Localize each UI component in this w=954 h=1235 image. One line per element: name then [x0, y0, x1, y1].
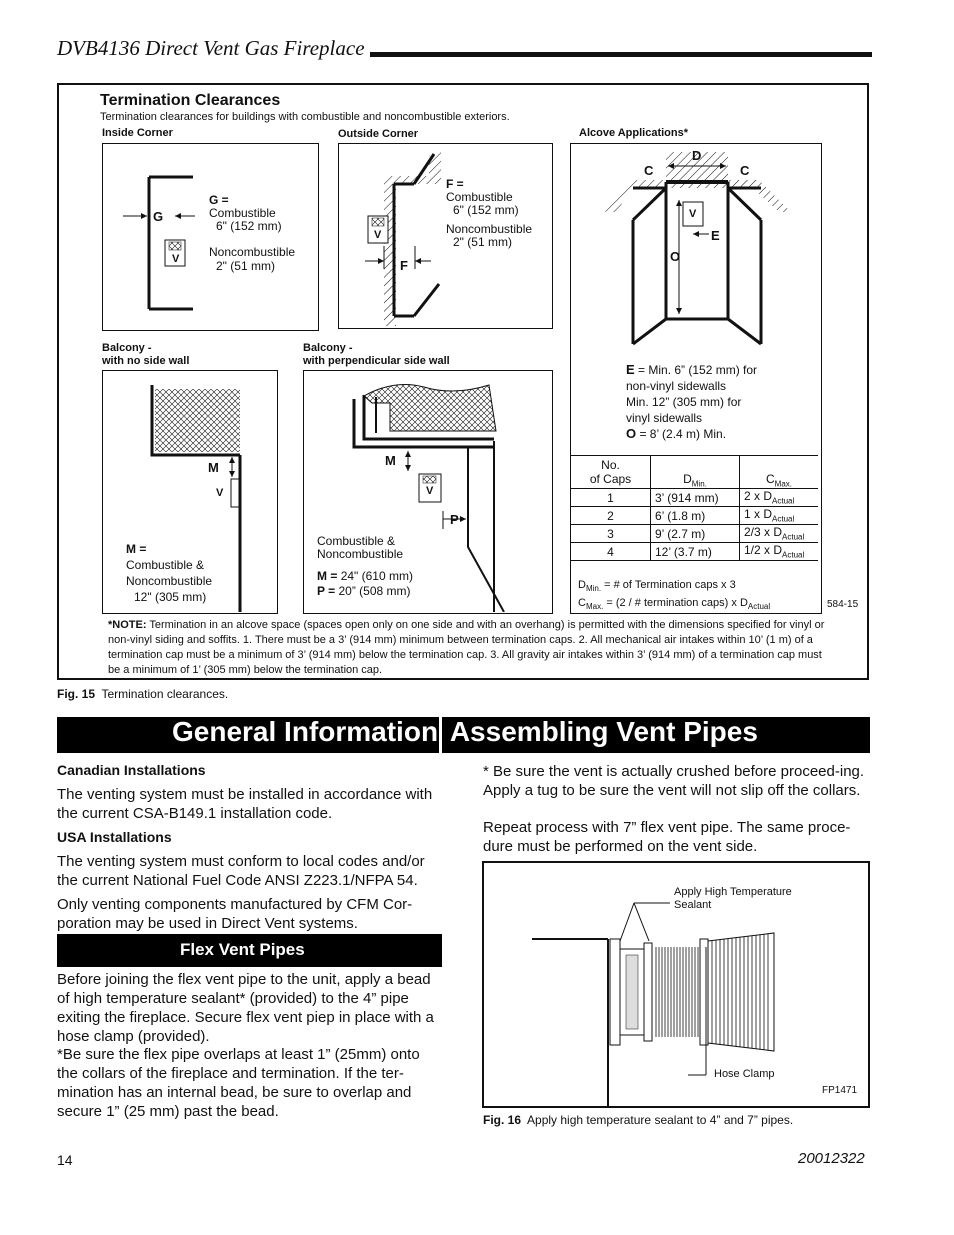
caps-row-c — [740, 543, 819, 561]
outside-corner-text-1: F = — [446, 177, 464, 191]
figure-16-callout-sealant — [674, 886, 792, 912]
caps-row-d: 6’ (1.8 m) — [651, 507, 740, 525]
caps-row-c-text: 1 x D — [744, 507, 773, 522]
heading-usa-installations: USA Installations — [57, 829, 172, 845]
balcony-side-wall-p-value: 20” (508 mm) — [338, 584, 411, 598]
inside-corner-panel — [102, 143, 319, 331]
caps-table-wrap — [571, 455, 818, 561]
caps-header-count — [571, 456, 651, 489]
alcove-e: E — [711, 228, 720, 243]
balcony-no-wall-m: M — [208, 460, 219, 475]
figure-15-subtitle: Termination clearances for buildings with combustible and noncombustible exteriors. — [100, 111, 510, 123]
outside-corner-text-3: 6" (152 mm) — [453, 203, 519, 217]
balcony-no-wall-text — [126, 541, 212, 605]
figure-16-caption-text: Apply high temperature sealant to 4” and 7” pipes. — [527, 1113, 794, 1127]
inside-corner-text-3: 6" (152 mm) — [216, 219, 282, 233]
caps-row-count: 3 — [571, 525, 651, 543]
balcony-no-wall-label-1: Balcony - — [102, 342, 152, 354]
caps-foot1-d: D — [578, 579, 586, 591]
caps-row-count: 2 — [571, 507, 651, 525]
page-number: 14 — [57, 1152, 73, 1168]
balcony-no-wall-v: V — [216, 487, 224, 499]
alcove-e-text-3: Min. 12” (305 mm) for — [626, 395, 742, 409]
alcove-e-text-4: vinyl sidewalls — [626, 411, 703, 425]
balcony-no-wall-label-2: with no side wall — [102, 355, 190, 367]
caps-row-c — [740, 525, 819, 543]
paragraph-flex-overlap: *Be sure the flex pipe overlaps at least 1” (25mm) onto the collars of the fireplace and termination. If the ter-mination has an internal bead, be sure to overlap and secure 1” (25 mm) past the bead. — [57, 1046, 420, 1120]
caps-row-c-text: 1/2 x D — [744, 543, 783, 558]
outside-corner-label: Outside Corner — [338, 128, 419, 140]
heading-canadian-installations: Canadian Installations — [57, 762, 206, 778]
caps-table-header — [571, 456, 818, 489]
alcove-v: V — [689, 208, 697, 220]
banner-general-information: General Information — [172, 716, 439, 747]
caps-row-c-sub: Actual — [772, 496, 795, 506]
caps-row-d: 3’ (914 mm) — [651, 489, 740, 507]
balcony-side-wall-v: V — [426, 485, 434, 497]
inside-corner-g: G — [153, 209, 164, 224]
balcony-side-wall-p-key: P = — [317, 584, 336, 598]
caps-header-d-text: D — [683, 471, 692, 486]
outside-corner-panel — [338, 143, 553, 329]
figure-16-caption — [483, 1113, 793, 1127]
caps-table-row — [571, 489, 818, 507]
balcony-side-wall-p: P — [450, 512, 459, 527]
figure-16-callout-hose-clamp: Hose Clamp — [714, 1068, 775, 1080]
subheading-flex-vent-pipes: Flex Vent Pipes — [180, 940, 305, 959]
paragraph-flex-joining: Before joining the flex vent pipe to the unit, apply a bead of high temperature sealant* (provided) to the 4” pipe exiting the fireplace. Secure flex vent piep in place with a hose clamp (provided). — [57, 971, 434, 1045]
alcove-e-key: E — [626, 362, 635, 377]
figure-15-caption-text: Termination clearances. — [101, 687, 229, 701]
caps-foot1-sub: Min. — [585, 584, 602, 594]
document-number: 20012322 — [798, 1150, 865, 1167]
paragraph-canadian: The venting system must be installed in accordance with the current CSA-B149.1 installation code. — [57, 786, 433, 822]
caps-header-d-sub: Min. — [691, 479, 707, 488]
caps-table-row — [571, 543, 818, 561]
alcove-e-text-1: = Min. 6” (152 mm) for — [638, 363, 758, 377]
inside-corner-drawing — [103, 144, 317, 329]
caps-foot2-sub: Max. — [585, 602, 604, 612]
figure-15-note — [108, 618, 828, 678]
paragraph-repeat-process: Repeat process with 7” flex vent pipe. The same proce-dure must be performed on the vent side. — [483, 819, 851, 855]
section-banner-title — [172, 716, 758, 748]
paragraph-usa: The venting system must conform to local codes and/or the current National Fuel Code ANSI Z223.1/NFPA 54. — [57, 853, 425, 889]
figure-16-callout-sealant-2: Sealant — [674, 899, 712, 911]
caps-row-c-text: 2/3 x D — [744, 525, 783, 540]
caps-row-c-sub: Actual — [782, 550, 805, 560]
caps-footnotes — [578, 578, 770, 614]
caps-foot2-text: = (2 / # termination caps) x D — [606, 597, 748, 610]
outside-corner-v: V — [374, 229, 382, 241]
figure-15-caption-key: Fig. 15 — [57, 687, 96, 701]
balcony-side-wall-text-1: Combustible & — [317, 534, 396, 548]
balcony-side-wall-text-2: Noncombustible — [317, 547, 404, 561]
alcove-drawing — [571, 144, 820, 359]
caps-foot2-sub2: Actual — [747, 602, 771, 612]
outside-corner-text-5: 2" (51 mm) — [453, 235, 512, 249]
figure-15-code: 584-15 — [827, 599, 859, 610]
figure-16-callout-sealant-1: Apply High Temperature — [674, 886, 792, 898]
paragraph-cfm: Only venting components manufactured by CFM Cor-poration may be used in Direct Vent systems. — [57, 896, 413, 932]
caps-row-c-sub: Actual — [772, 514, 795, 524]
caps-table-row — [571, 507, 818, 525]
outside-corner-text-4: Noncombustible — [446, 222, 533, 236]
inside-corner-v: V — [172, 253, 180, 265]
caps-header-count-1: No. — [601, 458, 620, 472]
balcony-side-wall-m: M — [385, 453, 396, 468]
balcony-side-wall-label-2: with perpendicular side wall — [303, 355, 450, 367]
balcony-side-wall-label — [303, 342, 450, 368]
caps-row-count: 4 — [571, 543, 651, 561]
balcony-side-wall-label-1: Balcony - — [303, 342, 353, 354]
alcove-o-key: O — [626, 426, 637, 441]
outside-corner-f: F — [400, 258, 408, 273]
caps-row-c — [740, 489, 819, 507]
balcony-no-wall-text-2: Combustible & — [126, 558, 205, 572]
document-title: DVB4136 Direct Vent Gas Fireplace — [57, 36, 365, 60]
balcony-no-wall-label — [102, 342, 189, 368]
figure-16-code: FP1471 — [822, 1085, 858, 1096]
alcove-e-definition — [626, 362, 757, 442]
balcony-no-wall-text-1: M = — [126, 542, 147, 556]
figure-15-caption — [57, 687, 228, 701]
alcove-o: O — [670, 249, 681, 264]
alcove-label: Alcove Applications* — [579, 127, 689, 139]
caps-foot1-text: = # of Termination caps x 3 — [604, 579, 736, 591]
caps-row-c-text: 2 x D — [744, 489, 773, 504]
alcove-e-text-2: non-vinyl sidewalls — [626, 379, 727, 393]
caps-header-c — [740, 456, 819, 489]
caps-table-row — [571, 525, 818, 543]
caps-header-c-sub: Max. — [774, 479, 792, 488]
balcony-side-wall-dims — [317, 569, 413, 599]
caps-table — [571, 455, 818, 561]
banner-assembling-vent-pipes: Assembling Vent Pipes — [449, 716, 758, 747]
balcony-side-wall-m-key: M = — [317, 569, 338, 583]
caps-row-count: 1 — [571, 489, 651, 507]
caps-foot2-c: C — [578, 597, 586, 610]
caps-header-d — [651, 456, 740, 489]
inside-corner-text-4: Noncombustible — [209, 245, 296, 259]
balcony-side-wall-m-value: 24" (610 mm) — [340, 569, 413, 583]
balcony-no-wall-text-4: 12" (305 mm) — [134, 590, 207, 604]
inside-corner-label: Inside Corner — [102, 127, 173, 139]
caps-row-d: 12’ (3.7 m) — [651, 543, 740, 561]
caps-header-count-2: of Caps — [589, 472, 632, 486]
caps-row-d: 9’ (2.7 m) — [651, 525, 740, 543]
balcony-side-wall-text — [317, 535, 403, 561]
caps-row-c-sub: Actual — [782, 532, 805, 542]
figure-15-note-key: *NOTE: — [108, 619, 147, 631]
caps-header-c-text: C — [765, 471, 775, 486]
alcove-c-left: C — [644, 163, 654, 178]
figure-15-note-text: Termination in an alcove space (spaces open only on one side and with an overhang) is permitted with the dimensions specified for vinyl or non-vinyl siding and soffits. 1. There must be a 3’ (914 mm) minimum between termination caps. 2. All mechanical air intakes within 10’ (1 m) of a termination cap must be a minimum of 3’ (914 mm) below the termination cap. 3. All gravity air intakes within 3’ (914 mm) of a termination cap must be a minimum of 1’ (305 mm) below the termination cap. — [108, 619, 825, 676]
alcove-o-text: = 8’ (2.4 m) Min. — [639, 427, 727, 441]
figure-15-title: Termination Clearances — [100, 92, 281, 109]
figure-16-caption-key: Fig. 16 — [483, 1113, 522, 1127]
paragraph-crushed-vent: * Be sure the vent is actually crushed before proceed-ing. Apply a tug to be sure the vent will not slip off the collars. — [483, 763, 865, 799]
outside-corner-text-2: Combustible — [446, 190, 513, 204]
inside-corner-text-5: 2" (51 mm) — [216, 259, 275, 273]
header-rule — [370, 52, 872, 57]
inside-corner-text-1: G = — [209, 193, 229, 207]
balcony-no-wall-text-3: Noncombustible — [126, 574, 213, 588]
caps-row-c — [740, 507, 819, 525]
alcove-d: D — [692, 148, 702, 163]
alcove-c-right: C — [740, 163, 750, 178]
inside-corner-text-2: Combustible — [209, 206, 276, 220]
